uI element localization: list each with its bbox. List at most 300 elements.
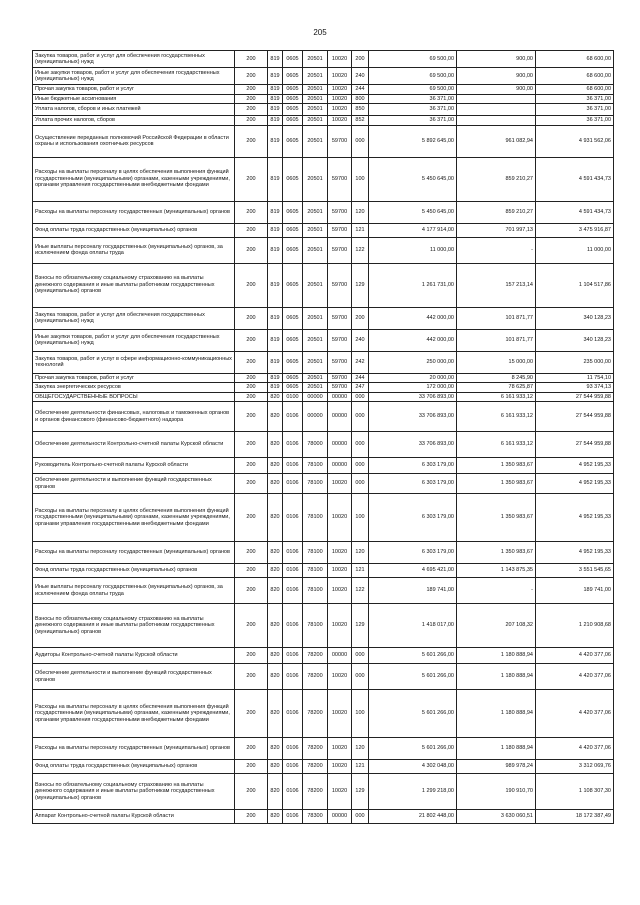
- planned-amount-cell: 6 303 179,00: [369, 458, 457, 474]
- executed-amount-cell: [457, 94, 536, 104]
- direction-code-cell: 10020: [328, 664, 352, 690]
- section-code-cell: 819: [268, 125, 283, 157]
- remaining-amount-cell: 27 544 959,88: [536, 432, 614, 458]
- section-code-cell: 819: [268, 329, 283, 351]
- planned-amount-cell: 5 601 266,00: [369, 738, 457, 760]
- executed-amount-cell: 989 978,24: [457, 760, 536, 774]
- subsection-code-cell: 0106: [283, 542, 303, 564]
- expense-name-cell: Взносы по обязательному социальному страхованию на выплаты денежного содержания и иные выплаты работникам государственных (муниципальных) органов: [33, 263, 235, 307]
- expense-type-code-cell: 240: [352, 329, 369, 351]
- direction-code-cell: 00000: [328, 432, 352, 458]
- expense-name-cell: Закупка товаров, работ и услуг в сфере информационно-коммуникационных технологий: [33, 351, 235, 373]
- expense-name-cell: Иные выплаты персоналу государственных (муниципальных) органов, за исключением фонда оплаты труда: [33, 578, 235, 604]
- executed-amount-cell: 1 350 983,67: [457, 474, 536, 494]
- section-code-cell: 819: [268, 373, 283, 383]
- remaining-amount-cell: 4 591 434,73: [536, 157, 614, 201]
- subsection-code-cell: 0106: [283, 564, 303, 578]
- section-code-cell: 820: [268, 474, 283, 494]
- planned-amount-cell: 5 892 645,00: [369, 125, 457, 157]
- section-code-cell: 819: [268, 307, 283, 329]
- subsection-code-cell: 0605: [283, 157, 303, 201]
- expense-name-cell: Фонд оплаты труда государственных (муниципальных) органов: [33, 223, 235, 237]
- planned-amount-cell: 189 741,00: [369, 578, 457, 604]
- expense-name-cell: Фонд оплаты труда государственных (муниципальных) органов: [33, 760, 235, 774]
- table-row: [33, 157, 614, 201]
- section-code-cell: 820: [268, 648, 283, 664]
- executed-amount-cell: 1 350 983,67: [457, 542, 536, 564]
- planned-amount-cell: 6 303 179,00: [369, 542, 457, 564]
- direction-code-cell: 10020: [328, 116, 352, 126]
- expense-name-cell: Расходы на выплаты персоналу в целях обеспечения выполнения функций государственными (муниципальными) органами, казенными учреждениями, органами управления государственными внебюджетными фондами: [33, 157, 235, 201]
- section-code-cell: 819: [268, 351, 283, 373]
- table-row: [33, 578, 614, 604]
- direction-code-cell: 10020: [328, 604, 352, 648]
- table-row: [33, 373, 614, 383]
- table-row: [33, 351, 614, 373]
- executed-amount-cell: 157 213,14: [457, 263, 536, 307]
- remaining-amount-cell: 11 000,00: [536, 237, 614, 263]
- program-code-cell: 20501: [303, 307, 328, 329]
- program-code-cell: 20501: [303, 68, 328, 85]
- subsection-code-cell: 0106: [283, 760, 303, 774]
- program-code-cell: 78000: [303, 432, 328, 458]
- department-code-cell: 200: [235, 373, 268, 383]
- direction-code-cell: 59700: [328, 157, 352, 201]
- executed-amount-cell: 101 871,77: [457, 329, 536, 351]
- executed-amount-cell: 15 000,00: [457, 351, 536, 373]
- table-row: [33, 68, 614, 85]
- department-code-cell: 200: [235, 223, 268, 237]
- executed-amount-cell: 961 082,94: [457, 125, 536, 157]
- direction-code-cell: 00000: [328, 402, 352, 432]
- table-row: [33, 474, 614, 494]
- table-row: [33, 329, 614, 351]
- subsection-code-cell: 0605: [283, 351, 303, 373]
- expense-name-cell: Закупка товаров, работ и услуг для обеспечения государственных (муниципальных) нужд: [33, 51, 235, 68]
- department-code-cell: 200: [235, 494, 268, 542]
- table-row: [33, 223, 614, 237]
- direction-code-cell: 10020: [328, 738, 352, 760]
- expense-name-cell: Взносы по обязательному социальному страхованию на выплаты денежного содержания и иные выплаты работникам государственных (муниципальных) органов: [33, 774, 235, 810]
- expense-type-code-cell: 240: [352, 68, 369, 85]
- planned-amount-cell: 442 000,00: [369, 329, 457, 351]
- section-code-cell: 820: [268, 458, 283, 474]
- page-number: 205: [313, 28, 327, 37]
- expense-name-cell: Аудиторы Контрольно-счетной палаты Курской области: [33, 648, 235, 664]
- department-code-cell: 200: [235, 542, 268, 564]
- section-code-cell: 820: [268, 810, 283, 824]
- department-code-cell: 200: [235, 458, 268, 474]
- subsection-code-cell: 0605: [283, 51, 303, 68]
- executed-amount-cell: 900,00: [457, 85, 536, 95]
- program-code-cell: 78200: [303, 664, 328, 690]
- program-code-cell: 20501: [303, 237, 328, 263]
- direction-code-cell: 59700: [328, 383, 352, 393]
- planned-amount-cell: 6 303 179,00: [369, 494, 457, 542]
- subsection-code-cell: 0106: [283, 738, 303, 760]
- remaining-amount-cell: 4 952 195,33: [536, 458, 614, 474]
- program-code-cell: 20501: [303, 223, 328, 237]
- expense-type-code-cell: 120: [352, 201, 369, 223]
- planned-amount-cell: 36 371,00: [369, 104, 457, 116]
- expense-type-code-cell: 000: [352, 474, 369, 494]
- department-code-cell: 200: [235, 116, 268, 126]
- table-row: [33, 810, 614, 824]
- section-code-cell: 819: [268, 157, 283, 201]
- expense-type-code-cell: 850: [352, 104, 369, 116]
- expense-name-cell: Фонд оплаты труда государственных (муниципальных) органов: [33, 564, 235, 578]
- section-code-cell: 820: [268, 564, 283, 578]
- planned-amount-cell: 69 500,00: [369, 68, 457, 85]
- subsection-code-cell: 0605: [283, 201, 303, 223]
- expense-name-cell: Иные закупки товаров, работ и услуг для обеспечения государственных (муниципальных) нужд: [33, 329, 235, 351]
- executed-amount-cell: 1 350 983,67: [457, 458, 536, 474]
- executed-amount-cell: 1 143 875,35: [457, 564, 536, 578]
- executed-amount-cell: [457, 116, 536, 126]
- program-code-cell: 00000: [303, 392, 328, 402]
- expense-name-cell: Уплата налогов, сборов и иных платежей: [33, 104, 235, 116]
- section-code-cell: 819: [268, 94, 283, 104]
- table-row: [33, 542, 614, 564]
- program-code-cell: 20501: [303, 263, 328, 307]
- program-code-cell: 20501: [303, 201, 328, 223]
- expense-name-cell: Расходы на выплаты персоналу государственных (муниципальных) органов: [33, 738, 235, 760]
- executed-amount-cell: 101 871,77: [457, 307, 536, 329]
- remaining-amount-cell: 4 952 195,33: [536, 494, 614, 542]
- table-row: [33, 383, 614, 393]
- subsection-code-cell: 0605: [283, 94, 303, 104]
- department-code-cell: 200: [235, 307, 268, 329]
- department-code-cell: 200: [235, 760, 268, 774]
- expense-type-code-cell: 129: [352, 263, 369, 307]
- section-code-cell: 820: [268, 402, 283, 432]
- expense-type-code-cell: 000: [352, 648, 369, 664]
- section-code-cell: 819: [268, 85, 283, 95]
- direction-code-cell: 10020: [328, 68, 352, 85]
- direction-code-cell: 59700: [328, 351, 352, 373]
- subsection-code-cell: 0100: [283, 392, 303, 402]
- budget-table-body: [33, 51, 614, 824]
- subsection-code-cell: 0106: [283, 494, 303, 542]
- section-code-cell: 820: [268, 604, 283, 648]
- department-code-cell: 200: [235, 383, 268, 393]
- department-code-cell: 200: [235, 94, 268, 104]
- expense-name-cell: Обеспечение деятельности Контрольно-счетной палаты Курской области: [33, 432, 235, 458]
- expense-type-code-cell: 200: [352, 51, 369, 68]
- department-code-cell: 200: [235, 664, 268, 690]
- planned-amount-cell: 6 303 179,00: [369, 474, 457, 494]
- planned-amount-cell: 36 371,00: [369, 94, 457, 104]
- expense-name-cell: Осуществление переданных полномочий Российской Федерации в области охраны и использования охотничьих ресурсов: [33, 125, 235, 157]
- remaining-amount-cell: 3 551 545,65: [536, 564, 614, 578]
- remaining-amount-cell: 1 104 517,86: [536, 263, 614, 307]
- subsection-code-cell: 0106: [283, 458, 303, 474]
- table-row: [33, 263, 614, 307]
- remaining-amount-cell: 340 128,23: [536, 307, 614, 329]
- subsection-code-cell: 0605: [283, 125, 303, 157]
- remaining-amount-cell: 4 952 195,33: [536, 474, 614, 494]
- subsection-code-cell: 0106: [283, 810, 303, 824]
- department-code-cell: 200: [235, 604, 268, 648]
- direction-code-cell: 59700: [328, 125, 352, 157]
- planned-amount-cell: 4 695 421,00: [369, 564, 457, 578]
- executed-amount-cell: 6 161 933,12: [457, 392, 536, 402]
- expense-name-cell: Обеспечение деятельности финансовых, налоговых и таможенных органов и органов финансового (финансово-бюджетного) надзора: [33, 402, 235, 432]
- remaining-amount-cell: 1 210 908,68: [536, 604, 614, 648]
- executed-amount-cell: 6 161 933,12: [457, 402, 536, 432]
- department-code-cell: 200: [235, 564, 268, 578]
- department-code-cell: 200: [235, 402, 268, 432]
- department-code-cell: 200: [235, 237, 268, 263]
- expense-type-code-cell: 129: [352, 604, 369, 648]
- expense-type-code-cell: 000: [352, 458, 369, 474]
- planned-amount-cell: 172 000,00: [369, 383, 457, 393]
- table-row: [33, 402, 614, 432]
- expense-type-code-cell: 000: [352, 125, 369, 157]
- remaining-amount-cell: 68 600,00: [536, 68, 614, 85]
- section-code-cell: 819: [268, 237, 283, 263]
- direction-code-cell: 59700: [328, 201, 352, 223]
- expense-type-code-cell: 852: [352, 116, 369, 126]
- expense-name-cell: Аппарат Контрольно-счетной палаты Курской области: [33, 810, 235, 824]
- expense-type-code-cell: 121: [352, 564, 369, 578]
- subsection-code-cell: 0106: [283, 402, 303, 432]
- table-row: [33, 648, 614, 664]
- program-code-cell: 78300: [303, 810, 328, 824]
- department-code-cell: 200: [235, 810, 268, 824]
- department-code-cell: 200: [235, 432, 268, 458]
- executed-amount-cell: 207 108,32: [457, 604, 536, 648]
- direction-code-cell: 10020: [328, 542, 352, 564]
- remaining-amount-cell: 68 600,00: [536, 51, 614, 68]
- table-row: [33, 392, 614, 402]
- expense-type-code-cell: 122: [352, 578, 369, 604]
- direction-code-cell: 10020: [328, 51, 352, 68]
- section-code-cell: 819: [268, 223, 283, 237]
- planned-amount-cell: 5 601 266,00: [369, 664, 457, 690]
- direction-code-cell: 59700: [328, 329, 352, 351]
- section-code-cell: 820: [268, 760, 283, 774]
- table-row: [33, 125, 614, 157]
- section-code-cell: 820: [268, 578, 283, 604]
- executed-amount-cell: 900,00: [457, 51, 536, 68]
- section-code-cell: 820: [268, 738, 283, 760]
- expense-name-cell: Закупка товаров, работ и услуг для обеспечения государственных (муниципальных) нужд: [33, 307, 235, 329]
- subsection-code-cell: 0605: [283, 329, 303, 351]
- direction-code-cell: 00000: [328, 810, 352, 824]
- remaining-amount-cell: 68 600,00: [536, 85, 614, 95]
- expense-name-cell: Обеспечение деятельности и выполнение функций государственных органов: [33, 664, 235, 690]
- table-row: [33, 116, 614, 126]
- executed-amount-cell: 1 180 888,94: [457, 648, 536, 664]
- section-code-cell: 819: [268, 263, 283, 307]
- direction-code-cell: 10020: [328, 578, 352, 604]
- department-code-cell: 200: [235, 578, 268, 604]
- table-row: [33, 664, 614, 690]
- department-code-cell: 200: [235, 125, 268, 157]
- expense-type-code-cell: 122: [352, 237, 369, 263]
- expense-name-cell: Иные выплаты персоналу государственных (муниципальных) органов, за исключением фонда оплаты труда: [33, 237, 235, 263]
- planned-amount-cell: 21 802 448,00: [369, 810, 457, 824]
- table-row: [33, 604, 614, 648]
- expense-name-cell: Иные закупки товаров, работ и услуг для обеспечения государственных (муниципальных) нужд: [33, 68, 235, 85]
- section-code-cell: 820: [268, 432, 283, 458]
- planned-amount-cell: 69 500,00: [369, 51, 457, 68]
- subsection-code-cell: 0605: [283, 223, 303, 237]
- direction-code-cell: 10020: [328, 760, 352, 774]
- program-code-cell: 78100: [303, 564, 328, 578]
- table-row: [33, 564, 614, 578]
- program-code-cell: 20501: [303, 94, 328, 104]
- table-row: [33, 85, 614, 95]
- planned-amount-cell: 250 000,00: [369, 351, 457, 373]
- executed-amount-cell: 900,00: [457, 68, 536, 85]
- expense-name-cell: Руководитель Контрольно-счетной палаты Курской области: [33, 458, 235, 474]
- planned-amount-cell: 20 000,00: [369, 373, 457, 383]
- expense-type-code-cell: 100: [352, 690, 369, 738]
- remaining-amount-cell: 36 371,00: [536, 104, 614, 116]
- direction-code-cell: 10020: [328, 104, 352, 116]
- subsection-code-cell: 0106: [283, 578, 303, 604]
- section-code-cell: 819: [268, 116, 283, 126]
- program-code-cell: 78100: [303, 494, 328, 542]
- expense-name-cell: Взносы по обязательному социальному страхованию на выплаты денежного содержания и иные выплаты работникам государственных (муниципальных) органов: [33, 604, 235, 648]
- subsection-code-cell: 0605: [283, 373, 303, 383]
- executed-amount-cell: 859 210,27: [457, 157, 536, 201]
- program-code-cell: 20501: [303, 85, 328, 95]
- table-row: [33, 307, 614, 329]
- subsection-code-cell: 0605: [283, 116, 303, 126]
- direction-code-cell: 00000: [328, 458, 352, 474]
- planned-amount-cell: 36 371,00: [369, 116, 457, 126]
- expense-name-cell: Расходы на выплаты персоналу государственных (муниципальных) органов: [33, 201, 235, 223]
- program-code-cell: 78200: [303, 760, 328, 774]
- section-code-cell: 819: [268, 201, 283, 223]
- remaining-amount-cell: 1 108 307,30: [536, 774, 614, 810]
- section-code-cell: 820: [268, 664, 283, 690]
- section-code-cell: 819: [268, 383, 283, 393]
- executed-amount-cell: 8 245,90: [457, 373, 536, 383]
- executed-amount-cell: 78 625,87: [457, 383, 536, 393]
- direction-code-cell: 59700: [328, 263, 352, 307]
- program-code-cell: 78100: [303, 542, 328, 564]
- department-code-cell: 200: [235, 51, 268, 68]
- program-code-cell: 20501: [303, 157, 328, 201]
- expense-type-code-cell: 120: [352, 542, 369, 564]
- department-code-cell: 200: [235, 690, 268, 738]
- expense-type-code-cell: 121: [352, 223, 369, 237]
- executed-amount-cell: 1 180 888,94: [457, 738, 536, 760]
- subsection-code-cell: 0605: [283, 307, 303, 329]
- department-code-cell: 200: [235, 474, 268, 494]
- executed-amount-cell: 190 910,70: [457, 774, 536, 810]
- direction-code-cell: 59700: [328, 307, 352, 329]
- remaining-amount-cell: 18 172 387,49: [536, 810, 614, 824]
- program-code-cell: 20501: [303, 104, 328, 116]
- executed-amount-cell: 3 630 060,51: [457, 810, 536, 824]
- expense-type-code-cell: 120: [352, 738, 369, 760]
- planned-amount-cell: 442 000,00: [369, 307, 457, 329]
- subsection-code-cell: 0605: [283, 263, 303, 307]
- department-code-cell: 200: [235, 351, 268, 373]
- expense-type-code-cell: 800: [352, 94, 369, 104]
- subsection-code-cell: 0605: [283, 68, 303, 85]
- direction-code-cell: 59700: [328, 373, 352, 383]
- remaining-amount-cell: 4 420 377,06: [536, 648, 614, 664]
- expense-name-cell: Расходы на выплаты персоналу в целях обеспечения выполнения функций государственными (муниципальными) органами, казенными учреждениями, органами управления государственными внебюджетными фондами: [33, 690, 235, 738]
- table-row: [33, 774, 614, 810]
- direction-code-cell: 00000: [328, 648, 352, 664]
- table-row: [33, 690, 614, 738]
- planned-amount-cell: 4 177 914,00: [369, 223, 457, 237]
- section-code-cell: 820: [268, 392, 283, 402]
- subsection-code-cell: 0106: [283, 648, 303, 664]
- remaining-amount-cell: 4 420 377,06: [536, 738, 614, 760]
- subsection-code-cell: 0605: [283, 85, 303, 95]
- expense-type-code-cell: 000: [352, 664, 369, 690]
- department-code-cell: 200: [235, 263, 268, 307]
- expense-name-cell: Закупка энергетических ресурсов: [33, 383, 235, 393]
- expense-name-cell: Обеспечение деятельности и выполнение функций государственных органов: [33, 474, 235, 494]
- department-code-cell: 200: [235, 68, 268, 85]
- planned-amount-cell: 4 302 048,00: [369, 760, 457, 774]
- subsection-code-cell: 0106: [283, 604, 303, 648]
- table-row: [33, 201, 614, 223]
- remaining-amount-cell: 189 741,00: [536, 578, 614, 604]
- subsection-code-cell: 0605: [283, 104, 303, 116]
- executed-amount-cell: 701 997,13: [457, 223, 536, 237]
- section-code-cell: 820: [268, 494, 283, 542]
- expense-type-code-cell: 000: [352, 402, 369, 432]
- remaining-amount-cell: 27 544 959,88: [536, 402, 614, 432]
- direction-code-cell: 00000: [328, 392, 352, 402]
- section-code-cell: 820: [268, 542, 283, 564]
- direction-code-cell: 10020: [328, 85, 352, 95]
- expense-type-code-cell: 244: [352, 85, 369, 95]
- remaining-amount-cell: 4 591 434,73: [536, 201, 614, 223]
- planned-amount-cell: 69 500,00: [369, 85, 457, 95]
- expense-name-cell: Иные бюджетные ассигнования: [33, 94, 235, 104]
- expense-type-code-cell: 242: [352, 351, 369, 373]
- table-row: [33, 432, 614, 458]
- program-code-cell: 78200: [303, 738, 328, 760]
- program-code-cell: 78100: [303, 458, 328, 474]
- department-code-cell: 200: [235, 201, 268, 223]
- executed-amount-cell: 6 161 933,12: [457, 432, 536, 458]
- department-code-cell: 200: [235, 85, 268, 95]
- expense-name-cell: Расходы на выплаты персоналу государственных (муниципальных) органов: [33, 542, 235, 564]
- expense-type-code-cell: 000: [352, 392, 369, 402]
- expense-type-code-cell: 121: [352, 760, 369, 774]
- table-row: [33, 51, 614, 68]
- expense-name-cell: ОБЩЕГОСУДАРСТВЕННЫЕ ВОПРОСЫ: [33, 392, 235, 402]
- expense-type-code-cell: 247: [352, 383, 369, 393]
- planned-amount-cell: 33 706 893,00: [369, 402, 457, 432]
- executed-amount-cell: 1 350 983,67: [457, 494, 536, 542]
- section-code-cell: 819: [268, 68, 283, 85]
- planned-amount-cell: 33 706 893,00: [369, 392, 457, 402]
- expense-type-code-cell: 100: [352, 494, 369, 542]
- planned-amount-cell: 11 000,00: [369, 237, 457, 263]
- planned-amount-cell: 1 418 017,00: [369, 604, 457, 648]
- program-code-cell: 78100: [303, 474, 328, 494]
- executed-amount-cell: [457, 104, 536, 116]
- subsection-code-cell: 0106: [283, 432, 303, 458]
- section-code-cell: 819: [268, 104, 283, 116]
- expense-type-code-cell: 244: [352, 373, 369, 383]
- expense-name-cell: Уплата прочих налогов, сборов: [33, 116, 235, 126]
- direction-code-cell: 59700: [328, 223, 352, 237]
